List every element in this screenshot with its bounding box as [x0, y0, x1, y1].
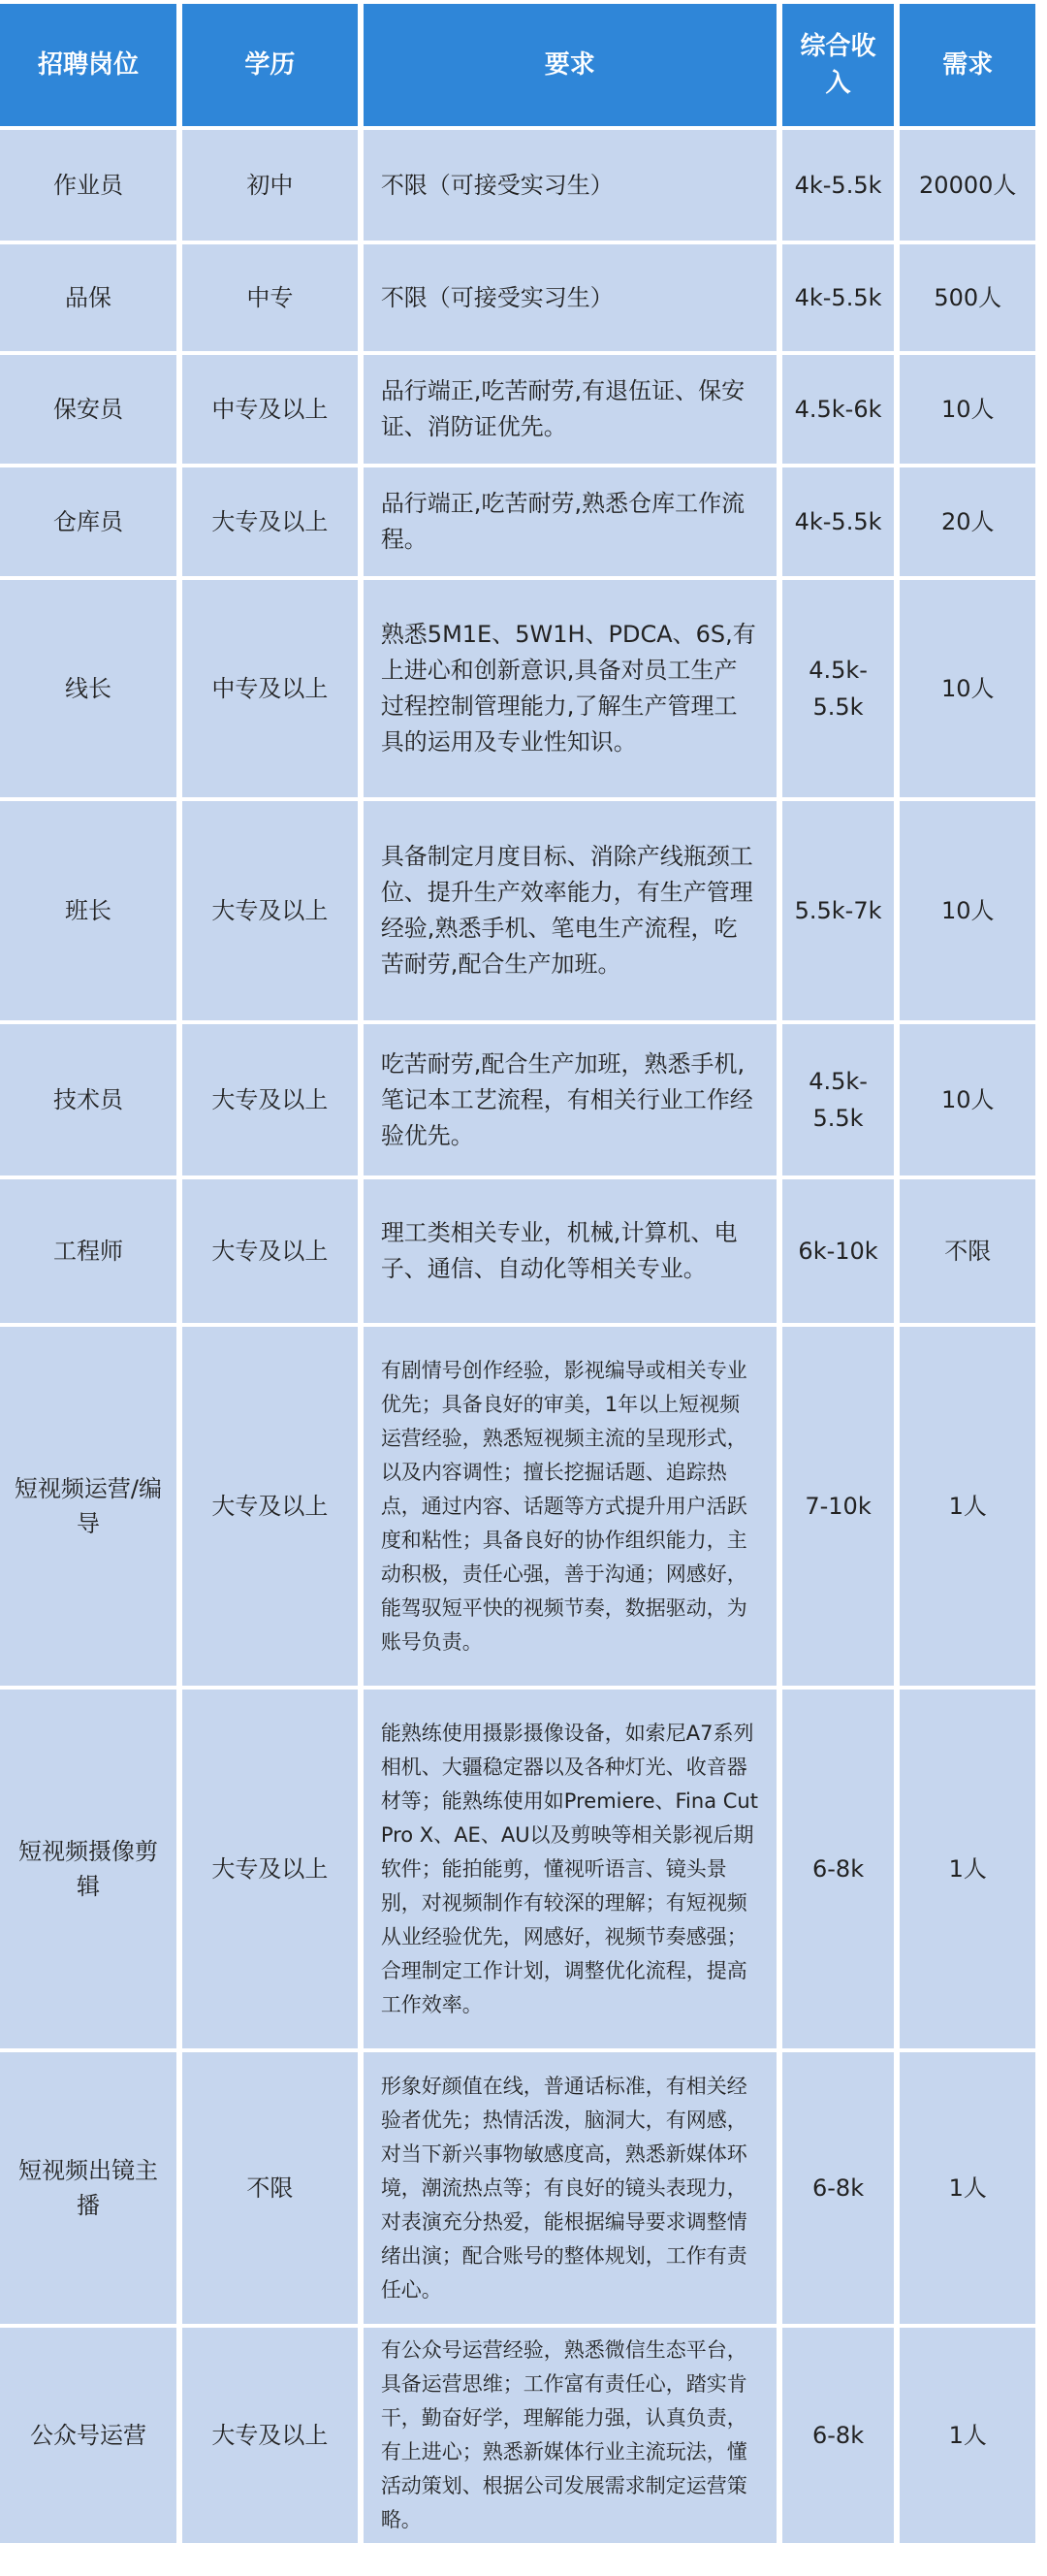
table-row: [0, 244, 1035, 351]
cell-requirements: 能熟练使用摄影摄像设备，如索尼A7系列相机、大疆稳定器以及各种灯光、收音器材等；能熟练使用如Premiere、Fina Cut Pro X、AE、AU以及剪映等相关影视后期软件；能拍能剪，懂视听语言、镜头景别，对视频制作有较深的理解；有短视频从业经验优先，网感好，视频节奏感强；合理制定工作计划，调整优化流程，提高工作效率。: [364, 1690, 777, 2048]
cell-requirements: 不限（可接受实习生）: [364, 130, 777, 241]
cell-position: 短视频运营/编导: [0, 1327, 176, 1686]
cell-position: 技术员: [0, 1024, 176, 1175]
cell-education: 中专及以上: [182, 355, 358, 464]
header-position: 招聘岗位: [0, 4, 176, 126]
cell-requirements: 不限（可接受实习生）: [364, 244, 777, 351]
table-row: [0, 355, 1035, 464]
cell-salary: 5.5k-7k: [782, 801, 895, 1020]
header-education: 学历: [182, 4, 358, 126]
cell-education: 大专及以上: [182, 801, 358, 1020]
cell-position: 短视频出镜主播: [0, 2052, 176, 2324]
cell-salary: 6-8k: [782, 2052, 895, 2324]
table-row: [0, 130, 1035, 241]
header-requirements: 要求: [364, 4, 777, 126]
table-row: [0, 2052, 1035, 2324]
cell-position: 线长: [0, 580, 176, 797]
cell-requirements: 有剧情号创作经验，影视编导或相关专业优先；具备良好的审美，1年以上短视频运营经验，熟悉短视频主流的呈现形式，以及内容调性；擅长挖掘话题、追踪热点，通过内容、话题等方式提升用户活跃度和粘性；具备良好的协作组织能力，主动积极，责任心强，善于沟通；网感好，能驾驭短平快的视频节奏，数据驱动，为账号负责。: [364, 1327, 777, 1686]
cell-salary: 4.5k-6k: [782, 355, 895, 464]
cell-requirements: 熟悉5M1E、5W1H、PDCA、6S,有上进心和创新意识,具备对员工生产过程控制管理能力,了解生产管理工具的运用及专业性知识。: [364, 580, 777, 797]
cell-requirements: 形象好颜值在线，普通话标准，有相关经验者优先；热情活泼，脑洞大，有网感，对当下新兴事物敏感度高，熟悉新媒体环境，潮流热点等；有良好的镜头表现力，对表演充分热爱，能根据编导要求调整情绪出演；配合账号的整体规划，工作有责任心。: [364, 2052, 777, 2324]
cell-requirements: 理工类相关专业，机械,计算机、电子、通信、自动化等相关专业。: [364, 1179, 777, 1323]
cell-salary: 4k-5.5k: [782, 467, 895, 576]
header-salary: 综合收入: [782, 4, 895, 126]
table-row: [0, 801, 1035, 1020]
table-row: [0, 1024, 1035, 1175]
cell-salary: 4.5k-5.5k: [782, 580, 895, 797]
table-row: [0, 467, 1035, 576]
cell-education: 大专及以上: [182, 2328, 358, 2543]
cell-demand: 20000人: [900, 130, 1035, 241]
cell-requirements: 品行端正,吃苦耐劳,熟悉仓库工作流程。: [364, 467, 777, 576]
cell-requirements: 吃苦耐劳,配合生产加班，熟悉手机,笔记本工艺流程，有相关行业工作经验优先。: [364, 1024, 777, 1175]
cell-requirements: 有公众号运营经验，熟悉微信生态平台，具备运营思维；工作富有责任心，踏实肯干，勤奋好学，理解能力强，认真负责，有上进心；熟悉新媒体行业主流玩法，懂活动策划、根据公司发展需求制定运营策略。: [364, 2328, 777, 2543]
header-demand: 需求: [900, 4, 1035, 126]
cell-salary: 4.5k-5.5k: [782, 1024, 895, 1175]
table-row: [0, 1179, 1035, 1323]
cell-position: 公众号运营: [0, 2328, 176, 2543]
cell-position: 短视频摄像剪辑: [0, 1690, 176, 2048]
cell-education: 大专及以上: [182, 467, 358, 576]
cell-demand: 10人: [900, 580, 1035, 797]
cell-education: 大专及以上: [182, 1690, 358, 2048]
cell-demand: 10人: [900, 801, 1035, 1020]
cell-position: 保安员: [0, 355, 176, 464]
table-header-row: [0, 4, 1035, 126]
cell-position: 工程师: [0, 1179, 176, 1323]
cell-education: 不限: [182, 2052, 358, 2324]
cell-education: 初中: [182, 130, 358, 241]
cell-education: 中专及以上: [182, 580, 358, 797]
cell-demand: 500人: [900, 244, 1035, 351]
cell-demand: 1人: [900, 2052, 1035, 2324]
table-row: [0, 1690, 1035, 2048]
cell-demand: 10人: [900, 355, 1035, 464]
cell-demand: 1人: [900, 1690, 1035, 2048]
cell-salary: 7-10k: [782, 1327, 895, 1686]
cell-demand: 20人: [900, 467, 1035, 576]
cell-salary: 4k-5.5k: [782, 130, 895, 241]
cell-requirements: 品行端正,吃苦耐劳,有退伍证、保安证、消防证优先。: [364, 355, 777, 464]
cell-position: 班长: [0, 801, 176, 1020]
cell-position: 仓库员: [0, 467, 176, 576]
cell-demand: 1人: [900, 2328, 1035, 2543]
cell-education: 大专及以上: [182, 1327, 358, 1686]
cell-salary: 6-8k: [782, 2328, 895, 2543]
table-row: [0, 580, 1035, 797]
cell-demand: 1人: [900, 1327, 1035, 1686]
cell-education: 大专及以上: [182, 1024, 358, 1175]
cell-salary: 6-8k: [782, 1690, 895, 2048]
cell-education: 大专及以上: [182, 1179, 358, 1323]
cell-demand: 10人: [900, 1024, 1035, 1175]
cell-position: 作业员: [0, 130, 176, 241]
table-row: [0, 2328, 1035, 2543]
cell-education: 中专: [182, 244, 358, 351]
cell-salary: 6k-10k: [782, 1179, 895, 1323]
table-row: [0, 1327, 1035, 1686]
cell-requirements: 具备制定月度目标、消除产线瓶颈工位、提升生产效率能力，有生产管理经验,熟悉手机、笔电生产流程，吃苦耐劳,配合生产加班。: [364, 801, 777, 1020]
cell-salary: 4k-5.5k: [782, 244, 895, 351]
cell-demand: 不限: [900, 1179, 1035, 1323]
cell-position: 品保: [0, 244, 176, 351]
